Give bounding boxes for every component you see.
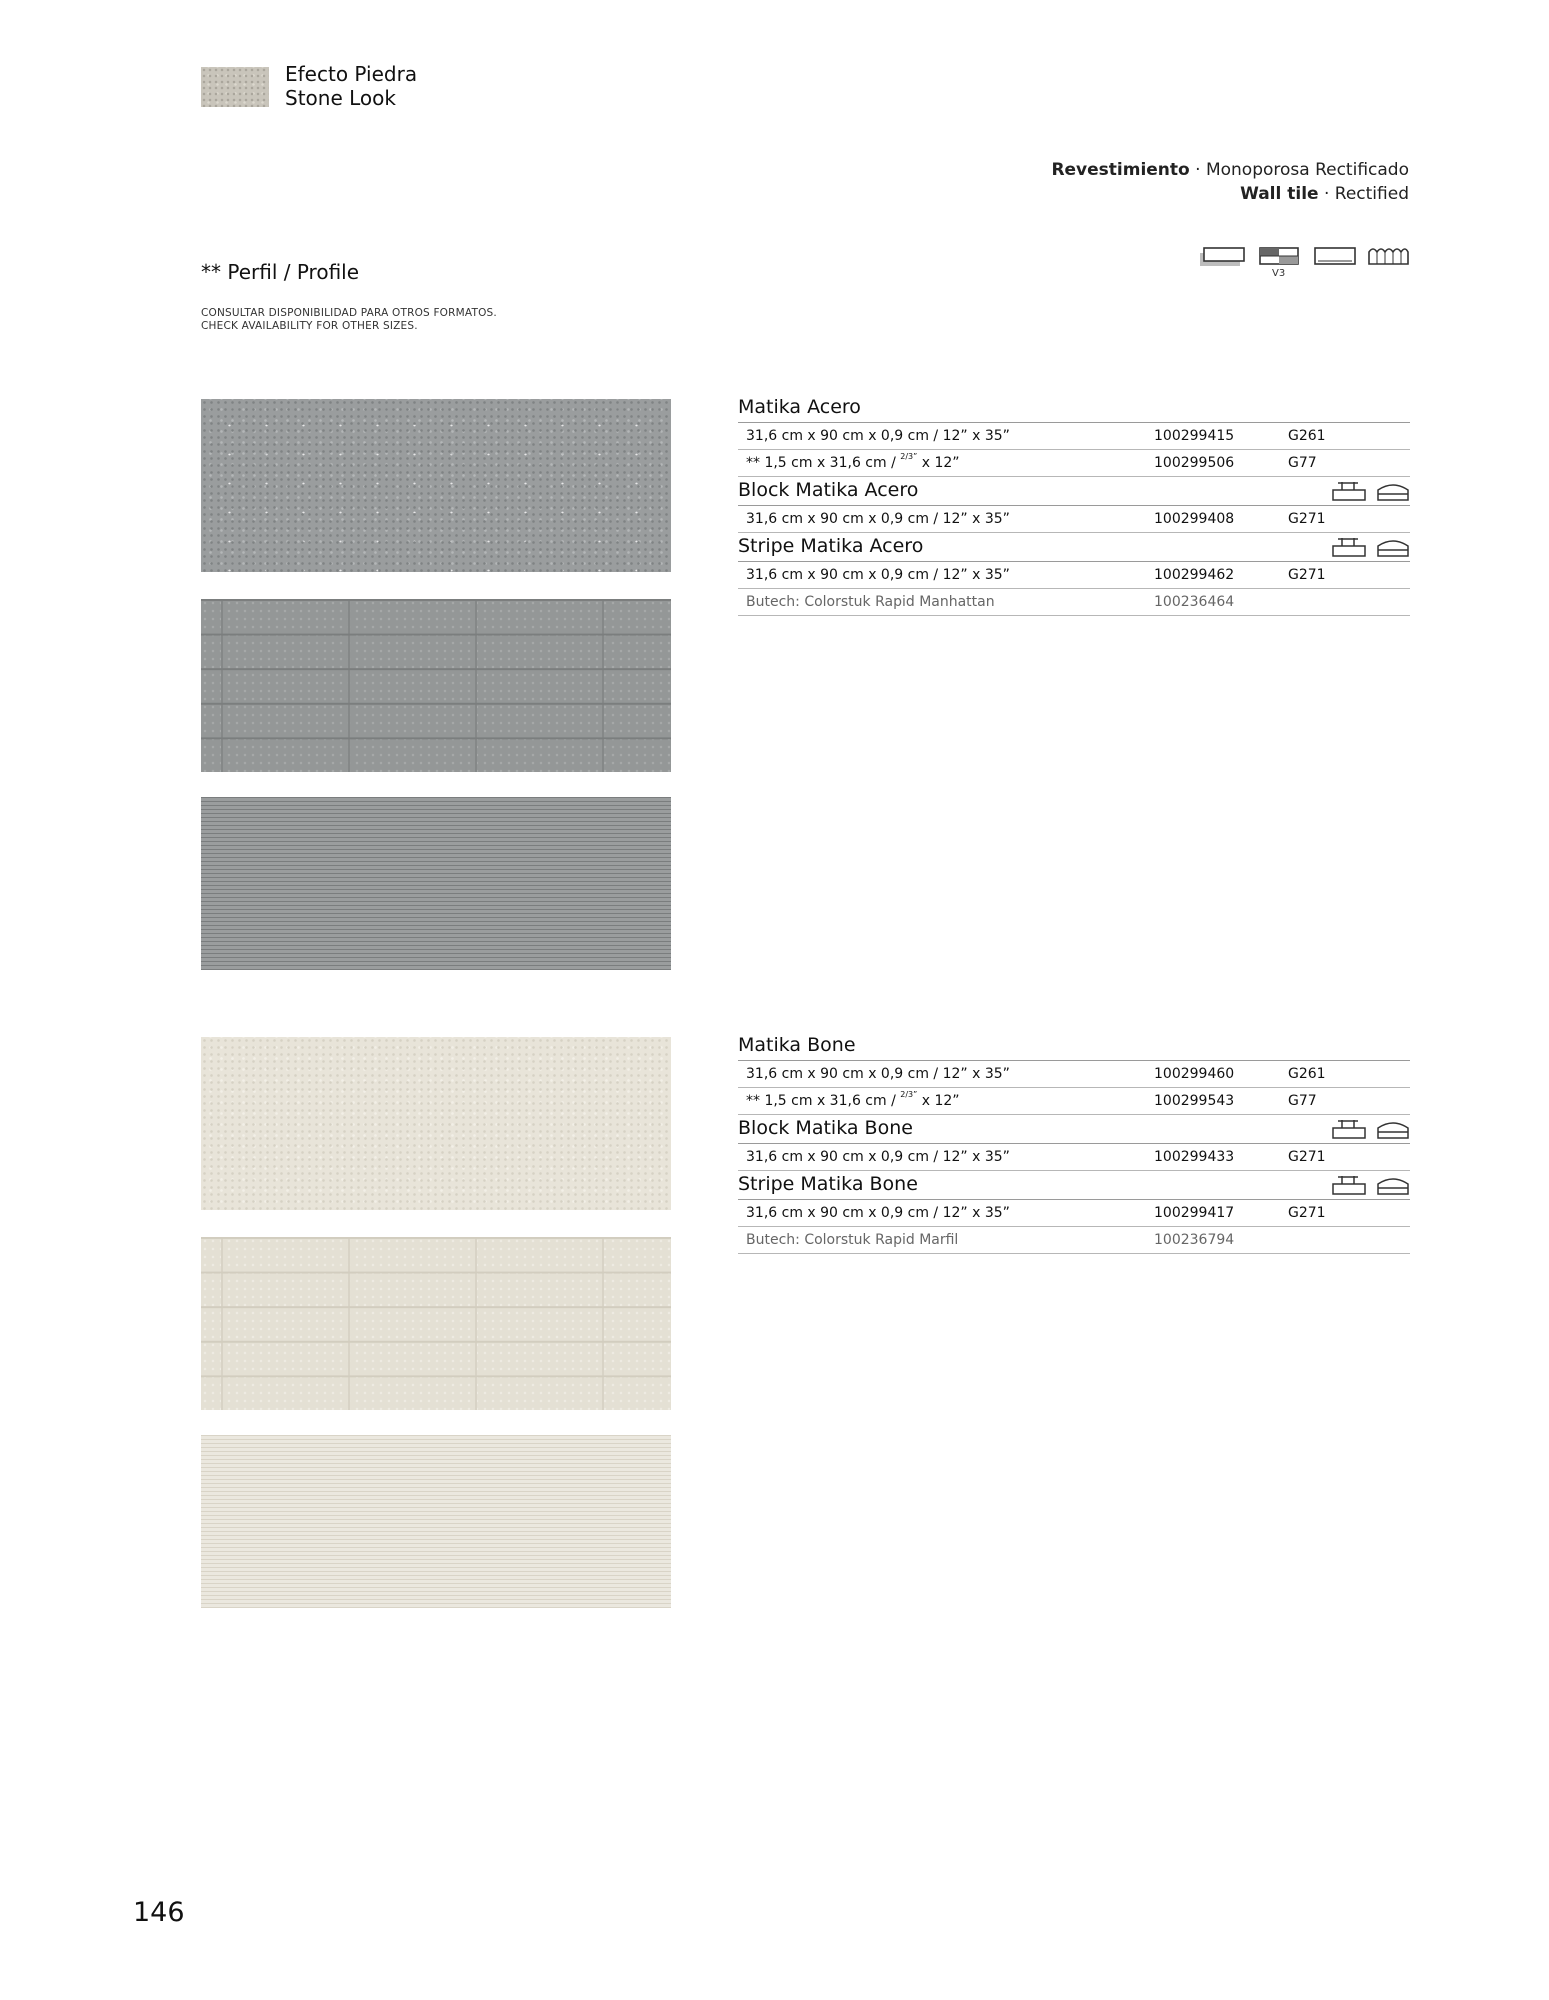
technical-icons xyxy=(1198,244,1410,284)
ref-cell: G77 xyxy=(1288,455,1317,471)
size-cell: 31,6 cm x 90 cm x 0,9 cm / 12” x 35” xyxy=(746,567,1010,583)
matika-acero-tile-image xyxy=(201,399,671,572)
stripe-matika-bone-tile-image xyxy=(201,1435,671,1608)
table-row xyxy=(738,506,1410,533)
code-cell: 100299417 xyxy=(1154,1205,1235,1221)
kitchen-use-icon xyxy=(1376,1118,1410,1140)
butech-row xyxy=(738,1227,1410,1254)
bathroom-use-icon xyxy=(1332,480,1366,502)
category-title-en: Stone Look xyxy=(285,86,396,110)
ref-cell: G271 xyxy=(1288,1205,1326,1221)
product-type-en: Wall tile · Rectified xyxy=(1240,184,1409,204)
bathroom-use-icon xyxy=(1332,1174,1366,1196)
size-cell: ** 1,5 cm x 31,6 cm / $^{2/3”}$ x 12” xyxy=(746,1090,960,1109)
page-number: 146 xyxy=(133,1897,185,1928)
matika-bone-tile-image xyxy=(201,1037,671,1210)
kitchen-use-icon xyxy=(1376,1174,1410,1196)
code-cell: 100299433 xyxy=(1154,1149,1235,1165)
butech-code: 100236794 xyxy=(1154,1232,1235,1248)
butech-code: 100236464 xyxy=(1154,594,1235,610)
block-matika-acero-tile-image xyxy=(201,599,671,772)
table-row xyxy=(738,1061,1410,1088)
availability-notice-en: CHECK AVAILABILITY FOR OTHER SIZES. xyxy=(201,320,418,332)
bone-product-table xyxy=(738,1032,1410,1254)
stone-look-swatch xyxy=(201,67,269,107)
product-title: Matika Bone xyxy=(738,1032,1410,1061)
product-title: Block Matika Bone xyxy=(738,1115,1410,1144)
size-cell: 31,6 cm x 90 cm x 0,9 cm / 12” x 35” xyxy=(746,428,1010,444)
size-cell: ** 1,5 cm x 31,6 cm / $^{2/3”}$ x 12” xyxy=(746,452,960,471)
bathroom-use-icon xyxy=(1332,1118,1366,1140)
table-row xyxy=(738,423,1410,450)
product-title: Block Matika Acero xyxy=(738,477,1410,506)
product-title: Matika Acero xyxy=(738,394,1410,423)
stripe-matika-acero-tile-image xyxy=(201,797,671,970)
product-title: Stripe Matika Bone xyxy=(738,1171,1410,1200)
category-title-es: Efecto Piedra xyxy=(285,62,418,86)
rectified-edge-icon xyxy=(1315,248,1355,264)
v3-shade-variation-icon xyxy=(1260,248,1298,279)
table-row xyxy=(738,450,1410,477)
butech-label: Butech: Colorstuk Rapid Marfil xyxy=(746,1232,959,1248)
availability-notice xyxy=(201,307,497,333)
table-row xyxy=(738,1088,1410,1115)
table-row xyxy=(738,1144,1410,1171)
code-cell: 100299506 xyxy=(1154,455,1235,471)
relief-surface-icon xyxy=(1369,249,1408,264)
product-type-es: Revestimiento · Monoporosa Rectificado xyxy=(1051,160,1409,180)
code-cell: 100299415 xyxy=(1154,428,1235,444)
availability-notice-es: CONSULTAR DISPONIBILIDAD PARA OTROS FORMATOS. xyxy=(201,307,497,319)
code-cell: 100299543 xyxy=(1154,1093,1235,1109)
code-cell: 100299460 xyxy=(1154,1066,1235,1082)
product-type xyxy=(1051,158,1409,206)
wall-tile-format-icon xyxy=(1200,248,1244,266)
butech-label: Butech: Colorstuk Rapid Manhattan xyxy=(746,594,995,610)
product-title: Stripe Matika Acero xyxy=(738,533,1410,562)
table-row xyxy=(738,562,1410,589)
table-row xyxy=(738,1200,1410,1227)
ref-cell: G261 xyxy=(1288,1066,1326,1082)
size-cell: 31,6 cm x 90 cm x 0,9 cm / 12” x 35” xyxy=(746,1205,1010,1221)
kitchen-use-icon xyxy=(1376,480,1410,502)
block-matika-bone-tile-image xyxy=(201,1237,671,1410)
ref-cell: G261 xyxy=(1288,428,1326,444)
bathroom-use-icon xyxy=(1332,536,1366,558)
size-cell: 31,6 cm x 90 cm x 0,9 cm / 12” x 35” xyxy=(746,1149,1010,1165)
kitchen-use-icon xyxy=(1376,536,1410,558)
profile-title: ** Perfil / Profile xyxy=(201,260,360,284)
category-title xyxy=(285,62,417,110)
ref-cell: G77 xyxy=(1288,1093,1317,1109)
svg-text:V3: V3 xyxy=(1272,268,1286,279)
code-cell: 100299408 xyxy=(1154,511,1235,527)
size-cell: 31,6 cm x 90 cm x 0,9 cm / 12” x 35” xyxy=(746,1066,1010,1082)
ref-cell: G271 xyxy=(1288,1149,1326,1165)
code-cell: 100299462 xyxy=(1154,567,1235,583)
acero-product-table xyxy=(738,394,1410,616)
ref-cell: G271 xyxy=(1288,511,1326,527)
butech-row xyxy=(738,589,1410,616)
ref-cell: G271 xyxy=(1288,567,1326,583)
size-cell: 31,6 cm x 90 cm x 0,9 cm / 12” x 35” xyxy=(746,511,1010,527)
